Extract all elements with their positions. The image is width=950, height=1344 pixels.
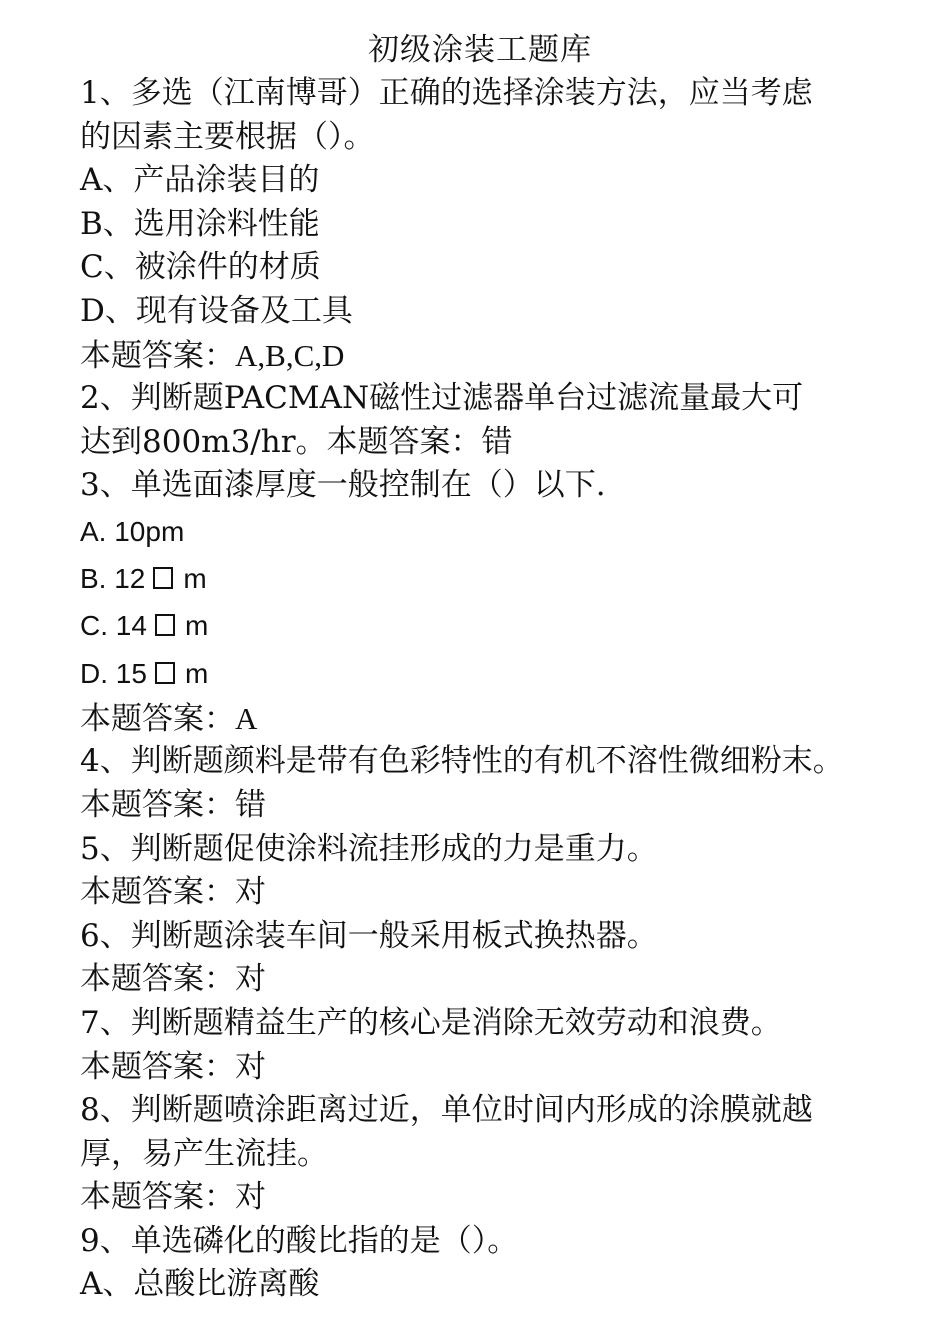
- question-1-option-a: A、产品涂装目的: [80, 162, 320, 199]
- missing-glyph-box-icon: [155, 662, 175, 684]
- question-1-option-b: B、选用涂料性能: [80, 205, 320, 242]
- question-1-option-c: C、被涂件的材质: [80, 249, 321, 286]
- question-4-text: 4、判断题颜料是带有色彩特性的有机不溶性微细粉末。: [80, 743, 844, 780]
- missing-glyph-box-icon: [153, 567, 173, 589]
- question-1-option-d: D、现有设备及工具: [80, 292, 353, 329]
- question-3-answer: 本题答案：A: [80, 700, 258, 736]
- question-6-text: 6、判断题涂装车间一般采用板式换热器。: [80, 917, 658, 954]
- question-8-answer: 本题答案：对: [80, 1179, 266, 1216]
- question-3-option-a: A. 10pm: [80, 515, 185, 547]
- option-d-value: D. 15: [80, 657, 147, 689]
- option-d-unit: m: [184, 657, 209, 689]
- question-1-text-line-1: 1、多选（江南博哥）正确的选择涂装方法，应当考虑: [80, 75, 813, 111]
- missing-glyph-box-icon: [155, 614, 175, 636]
- question-5-text: 5、判断题促使涂料流挂形成的力是重力。: [80, 830, 658, 867]
- question-5-answer: 本题答案：对: [80, 874, 266, 911]
- question-7-text: 7、判断题精益生产的核心是消除无效劳动和浪费。: [80, 1004, 782, 1041]
- question-3-option-d: [80, 650, 900, 697]
- question-1-answer: 本题答案：A,B,C,D: [80, 337, 345, 373]
- question-3-text: 3、单选面漆厚度一般控制在（）以下.: [80, 467, 606, 504]
- option-c-unit: m: [184, 610, 209, 642]
- option-b-value: B. 12: [80, 563, 146, 595]
- question-9-text: 9、单选磷化的酸比指的是（）。: [80, 1222, 519, 1259]
- question-1-text-line-2: 的因素主要根据（）。: [80, 118, 375, 155]
- document-title: 初级涂装工题库: [368, 32, 592, 68]
- question-3-option-b: [80, 555, 900, 602]
- option-c-value: C. 14: [80, 610, 147, 642]
- question-7-answer: 本题答案：对: [80, 1048, 266, 1085]
- question-4-answer: 本题答案：错: [80, 786, 266, 823]
- question-2-text-line-1: 2、判断题PACMAN磁性过滤器单台过滤流量最大可: [80, 380, 804, 417]
- question-6-answer: 本题答案：对: [80, 961, 266, 998]
- document-page: [80, 28, 900, 1307]
- question-3-option-c: [80, 602, 900, 649]
- option-b-unit: m: [183, 563, 207, 595]
- question-8-text-line-1: 8、判断题喷涂距离过近，单位时间内形成的涂膜就越: [80, 1092, 813, 1129]
- question-9-option-a: A、总酸比游离酸: [80, 1266, 320, 1303]
- question-2-text-line-2: 达到800m3/hr。本题答案：错: [80, 423, 513, 460]
- question-8-text-line-2: 厚，易产生流挂。: [80, 1135, 328, 1172]
